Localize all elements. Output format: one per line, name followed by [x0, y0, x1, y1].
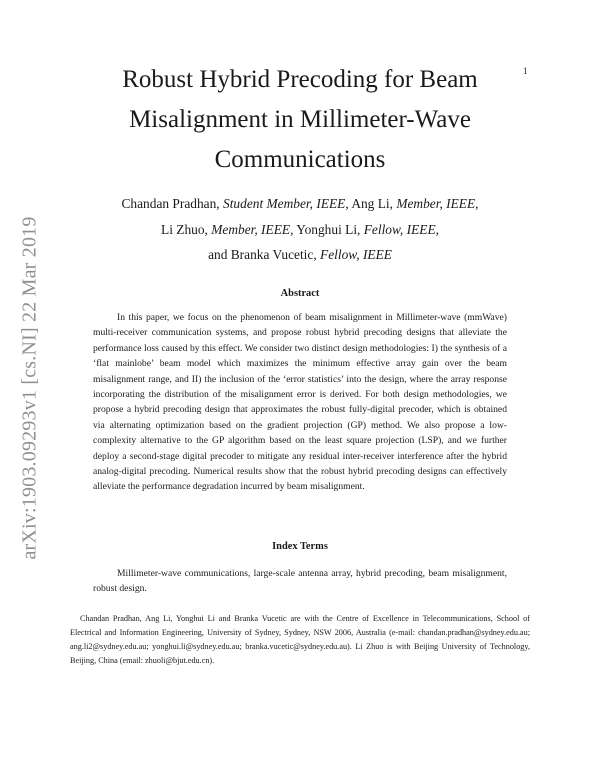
title-line-1: Robust Hybrid Precoding for Beam — [122, 66, 478, 93]
author-name: Li Zhuo, — [161, 221, 212, 237]
author-affiliation-footnote: Chandan Pradhan, Ang Li, Yonghui Li and Branka Vucetic are with the Centre of Excellence in Telecommunications, School of Electrical and Information Engineering, University of Sydney, Sydney, NSW 2006, Australia (e-mail: chandan.pradhan@sydney.edu.au; ang.li2@sydney.edu.au; yonghui.li@sydney.edu.au; branka.vucetic@sydney.edu.au). Li Zhuo is with Beijing University of Technology, Beijing, China (email: zhuoli@bjut.edu.cn). — [70, 614, 530, 666]
author-affiliation-role: Fellow, IEEE — [320, 247, 392, 262]
title-line-3: Communications — [214, 146, 386, 173]
author-affiliation-role: Member, IEEE — [211, 221, 291, 237]
author-name: and Branka Vucetic, — [208, 247, 321, 262]
author-list — [70, 191, 530, 268]
author-name: , Ang Li, — [345, 196, 397, 211]
author-line-3 — [70, 242, 530, 268]
title-line-2: Misalignment in Millimeter-Wave — [129, 106, 471, 133]
author-affiliation-role: Student Member, IEEE — [223, 196, 346, 211]
author-affiliation-role: Member, IEEE, — [396, 196, 479, 211]
arxiv-identifier-text: arXiv:1903.09293v1 [cs.NI] 22 Mar 2019 — [18, 216, 41, 560]
author-affiliation-role: Fellow, IEEE, — [363, 221, 439, 237]
author-name: , Yonghui Li, — [290, 221, 364, 237]
index-terms-body: Millimeter-wave communications, large-scale antenna array, hybrid precoding, beam misalignment, robust design. — [93, 568, 507, 595]
author-line-1 — [70, 191, 530, 217]
page-number: 1 — [523, 66, 528, 76]
author-name: Chandan Pradhan, — [121, 196, 224, 211]
abstract-body: In this paper, we focus on the phenomenon of beam misalignment in Millimeter-wave (mmWave) multi-receiver communication systems, and propose robust hybrid precoding designs that alleviate the performance loss caused by this effect. We consider two distinct design methodologies: I) the synthesis of a ‘flat mainlobe’ beam model which maximizes the minimum effective array gain over the beam misalignment range, and II) the inclusion of the ‘error statistics’ into the design, where the array response incorporating the distribution of the misalignment error is derived. For both design methodologies, we propose a hybrid precoding design that approximates the robust fully-digital precoder, which is obtained via alternating optimization based on the gradient projection (GP) method. We also propose a low-complexity alternative to the GP algorithm based on the least square projection (LSP), and we further deploy a second-stage digital precoder to mitigate any residual inter-receiver interference after the hybrid analog-digital precoding. Numerical results show that the robust hybrid precoding designs can effectively alleviate the performance degradation incurred by beam misalignment. — [93, 312, 507, 493]
paper-title — [100, 60, 500, 180]
index-terms-heading: Index Terms — [272, 541, 328, 552]
author-line-2 — [70, 217, 530, 243]
abstract-heading: Abstract — [280, 288, 320, 299]
